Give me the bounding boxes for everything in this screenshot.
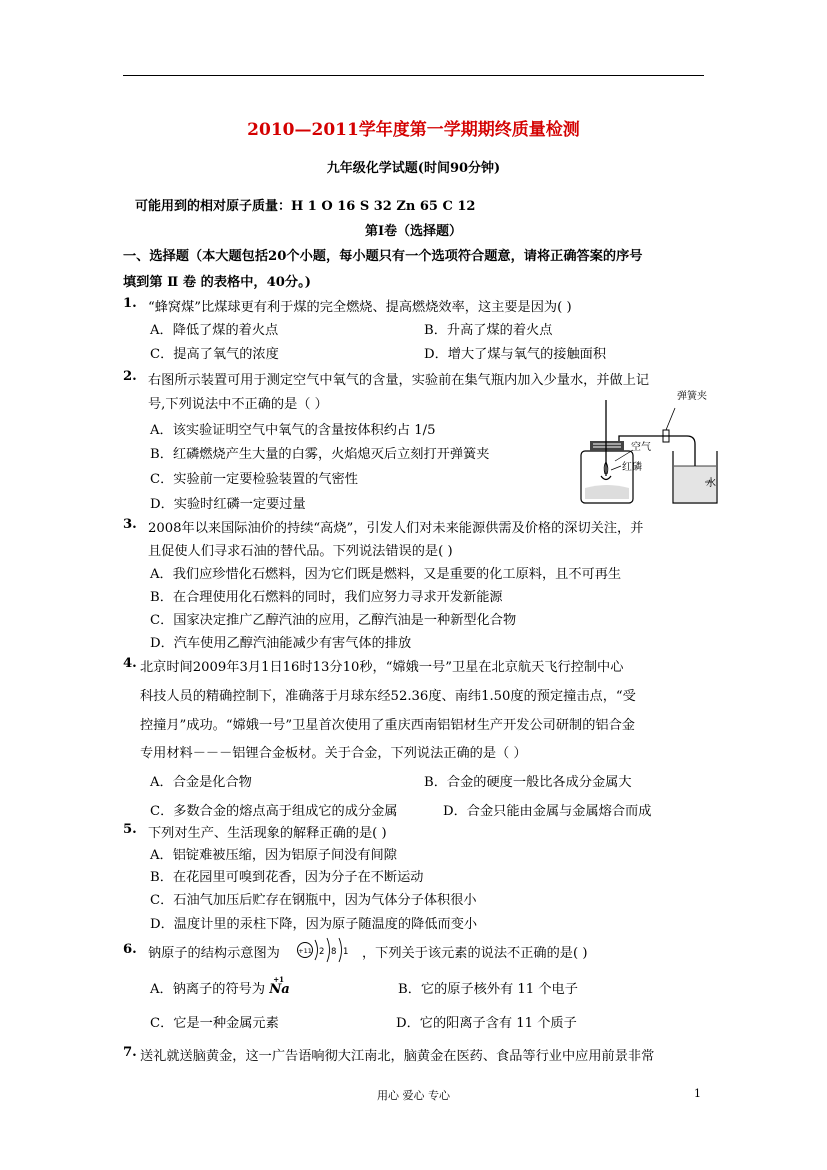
q3-option-d: D．汽车使用乙醇汽油能减少有害气体的排放: [150, 636, 412, 651]
q1-option-c: C．提高了氧气的浓度: [150, 347, 279, 362]
q5-number: 5.: [123, 822, 137, 837]
section1-instructions-line2: 填到第 Ⅱ 卷 的表格中，40分。): [123, 275, 311, 290]
q2-stem-line2: 号,下列说法中不正确的是（ ）: [148, 397, 328, 412]
q7-number: 7.: [123, 1045, 137, 1060]
q6-number: 6.: [123, 942, 137, 957]
q6-option-a: [150, 975, 290, 997]
shell-3-electrons: 1: [343, 947, 349, 957]
exam-subtitle: 九年级化学试题(时间90分钟): [326, 161, 501, 176]
page-number: 1: [694, 1087, 701, 1100]
q2-option-b: B．红磷燃烧产生大量的白雾，火焰熄灭后立刻打开弹簧夹: [150, 447, 490, 462]
q4-stem-line3: 控撞月”成功。“嫦娥一号”卫星首次使用了重庆西南铝铝材生产开发公司研制的铝合金: [140, 718, 635, 733]
oxygen-apparatus-figure: [575, 386, 720, 508]
label-spring-clip: 弹簧夹: [677, 391, 707, 402]
q4-stem-line1: 北京时间2009年3月1日16时13分10秒，“嫦娥一号”卫星在北京航天飞行控制中心: [140, 660, 624, 675]
q4-stem-line2: 科技人员的精确控制下，准确落于月球东经52.36度、南纬1.50度的预定撞击点，“受: [140, 689, 636, 704]
q2-number: 2.: [123, 369, 137, 384]
q5-option-b: B．在花园里可嗅到花香，因为分子在不断运动: [150, 870, 424, 885]
q3-number: 3.: [123, 517, 137, 532]
page-footer: 用心 爱心 专心: [377, 1089, 450, 1102]
q2-option-d: D．实验时红磷一定要过量: [150, 497, 306, 512]
section1-instructions-line1: 一、选择题（本大题包括20个小题，每小题只有一个选项符合题意，请将正确答案的序号: [123, 249, 643, 264]
q4-option-b: B．合金的硬度一般比各成分金属大: [424, 775, 632, 790]
sodium-atom-diagram: [295, 935, 363, 965]
q6-stem-post: ，下列关于该元素的说法不正确的是( ): [362, 946, 588, 961]
q2-option-a: A．该实验证明空气中氧气的含量按体积约占 1/5: [150, 423, 436, 438]
q2-option-c: C．实验前一定要检验装置的气密性: [150, 472, 358, 487]
nucleus-charge: +11: [298, 947, 312, 955]
atomic-mass-line: 可能用到的相对原子质量：H 1 O 16 S 32 Zn 65 C 12: [135, 199, 476, 214]
q1-option-b: B．升高了煤的着火点: [424, 323, 553, 338]
q5-stem: 下列对生产、生活现象的解释正确的是( ): [148, 826, 387, 841]
q1-option-d: D．增大了煤与氧气的接触面积: [424, 347, 607, 362]
q4-option-d: D．合金只能由金属与金属熔合而成: [443, 804, 652, 819]
ion-charge: +1: [273, 975, 284, 984]
label-air: 空气: [631, 442, 651, 453]
shell-1-electrons: 2: [319, 947, 325, 957]
shell-2-electrons: 8: [331, 947, 337, 957]
q6-option-c: C．它是一种金属元素: [150, 1016, 279, 1031]
q3-option-c: C．国家决定推广乙醇汽油的应用，乙醇汽油是一种新型化合物: [150, 613, 517, 628]
label-red-phosphorus: 红磷: [622, 462, 642, 473]
q1-option-a: A．降低了煤的着火点: [150, 323, 279, 338]
q1-number: 1.: [123, 296, 137, 311]
label-water: 水: [706, 478, 716, 489]
q3-stem-line2: 且促使人们寻求石油的替代品。下列说法错误的是( ): [148, 544, 453, 559]
q4-option-c: C．多数合金的熔点高于组成它的成分金属: [150, 804, 398, 819]
q3-option-b: B．在合理使用化石燃料的同时，我们应努力寻求开发新能源: [150, 590, 503, 605]
q1-stem: “蜂窝煤”比煤球更有利于煤的完全燃烧、提高燃烧效率，这主要是因为( ): [148, 300, 572, 315]
q3-option-a: A．我们应珍惜化石燃料，因为它们既是燃料，又是重要的化工原料，且不可再生: [150, 567, 622, 582]
header-rule: [123, 75, 704, 76]
q5-option-d: D．温度计里的汞柱下降，因为原子随温度的降低而变小: [150, 917, 478, 932]
q6-option-d: D．它的阳离子含有 11 个质子: [396, 1016, 577, 1031]
exam-title: 2010—2011学年度第一学期期终质量检测: [247, 120, 580, 140]
q5-option-c: C．石油气加压后贮存在钢瓶中，因为气体分子体积很小: [150, 893, 477, 908]
part1-title: 第Ⅰ卷（选择题）: [364, 224, 463, 239]
q4-number: 4.: [123, 656, 137, 671]
q2-stem-line1: 右图所示装置可用于测定空气中氧气的含量，实验前在集气瓶内加入少量水，并做上记: [148, 373, 650, 388]
q6-option-a-text: A．钠离子的符号为: [150, 982, 266, 997]
sodium-ion-symbol: [269, 975, 290, 997]
ion-element: Na: [269, 982, 290, 997]
stopper: [590, 441, 624, 451]
q4-stem-line4: 专用材料－－－铝锂合金板材。关于合金，下列说法正确的是（ ）: [140, 746, 527, 761]
q6-option-b: B．它的原子核外有 11 个电子: [398, 982, 578, 997]
jar-water: [585, 485, 629, 499]
q3-stem-line1: 2008年以来国际油价的持续“高烧”，引发人们对未来能源供需及价格的深切关注，并: [148, 521, 644, 536]
connecting-tube: [619, 436, 687, 441]
q4-option-a: A．合金是化合物: [150, 775, 252, 790]
q7-stem: 送礼就送脑黄金，这一广告语响彻大江南北，脑黄金在医药、食品等行业中应用前景非常: [140, 1049, 655, 1064]
q6-stem-pre: 钠原子的结构示意图为: [148, 946, 280, 961]
q5-option-a: A．铝锭难被压缩，因为铝原子间没有间隙: [150, 848, 397, 863]
